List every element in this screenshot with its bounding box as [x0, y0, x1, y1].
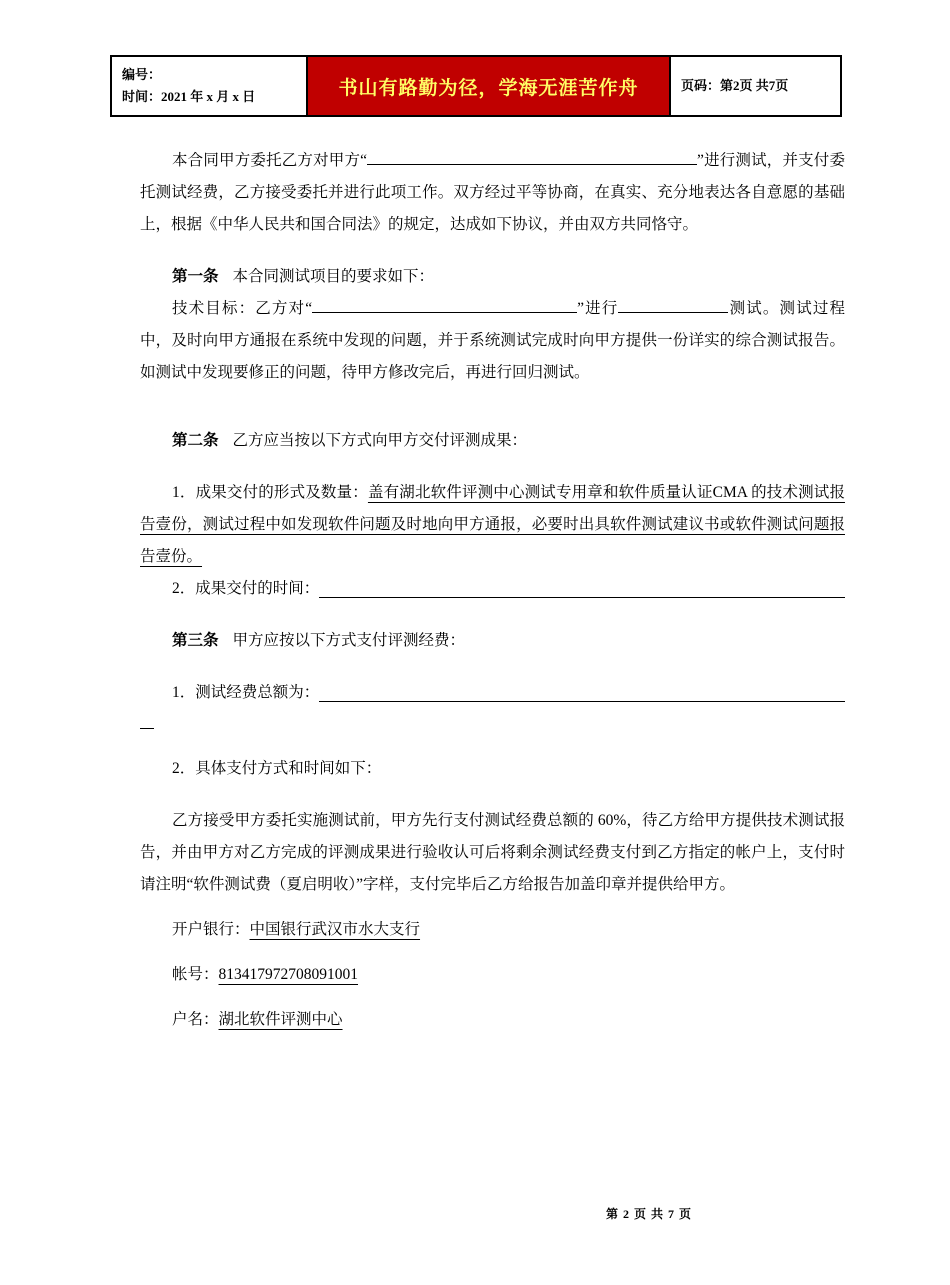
intro-paragraph [140, 145, 845, 241]
article3-item2 [140, 753, 845, 785]
account-number-value: 813417972708091001 [218, 966, 359, 983]
doc-number-label: 编号： [122, 67, 162, 82]
article3-title: 甲方应按以下方式支付评测经费： [232, 632, 466, 649]
account-number-line [140, 959, 845, 991]
article2-item2 [140, 573, 845, 605]
bank-name-line [140, 914, 845, 946]
article3-label: 第三条 [172, 632, 219, 649]
account-holder-value: 湖北软件评测中心 [218, 1011, 343, 1028]
account-holder-label: 户名： [172, 1011, 219, 1028]
article3-item1-continuation [140, 709, 845, 741]
blank-line [312, 298, 577, 313]
page-value: 第2页 共7页 [720, 78, 789, 93]
article2-item1-underlined-text: 盖有湖北软件评测中心测试专用章和软件质量认证CMA 的技术测试报告壹份，测试过程中如发现软件问题及时地向甲方通报，必要时出具软件测试建议书或软件测试问题报告壹份。 [140, 484, 845, 565]
blank-line [140, 714, 154, 729]
intro-text-1: 本合同甲方委托乙方对甲方“ [172, 152, 368, 169]
article1-label: 第一条 [172, 268, 219, 285]
article2-item1 [140, 477, 845, 573]
header-row [111, 56, 841, 116]
blank-line [618, 298, 728, 313]
article1-heading [140, 261, 845, 293]
article2-heading [140, 425, 845, 457]
banner-motto: 书山有路勤为径，学海无涯苦作舟 [338, 77, 639, 99]
article3-item2-text: 2．具体支付方式和时间如下： [172, 760, 382, 777]
article3-item1-prefix: 1．测试经费总额为： [172, 684, 320, 701]
blank-line [319, 701, 845, 702]
account-holder-line [140, 1004, 845, 1036]
doc-date-line: 时间：2021 年 x 月 x 日 [122, 89, 256, 104]
blank-line [367, 150, 697, 165]
article1-tech-paragraph [140, 293, 845, 389]
contract-body [0, 117, 950, 1036]
tech-text-2: ”进行 [577, 300, 619, 317]
document-page [0, 55, 950, 1221]
header-table [110, 55, 842, 117]
bank-name-label: 开户银行： [172, 921, 250, 938]
header-meta-cell [111, 56, 307, 116]
article2-label: 第二条 [172, 432, 219, 449]
article2-item1-prefix: 1．成果交付的形式及数量： [172, 484, 368, 501]
page-label: 页码： [681, 78, 721, 93]
article3-heading [140, 625, 845, 657]
header-banner [307, 56, 670, 116]
tech-text-1: 技术目标：乙方对“ [172, 300, 313, 317]
tech-text-3: 测试。测试过程中，及时向甲方通报在系统中发现的问题，并于系统测试完成时向甲方提供一份详实的综合测试报告。如测试中发现要修正的问题，待甲方修改完后，再进行回归测试。 [140, 300, 845, 381]
article2-item2-prefix: 2．成果交付的时间： [172, 580, 320, 597]
article1-title: 本合同测试项目的要求如下： [232, 268, 435, 285]
payment-text: 乙方接受甲方委托实施测试前，甲方先行支付测试经费总额的 60%，待乙方给甲方提供技术测试报告，并由甲方对乙方完成的评测成果进行验收认可后将剩余测试经费支付到乙方指定的帐户上，支付时请注明“软件测试费（夏启明收）”字样，支付完毕后乙方给报告加盖印章并提供给甲方。 [140, 812, 845, 893]
page-footer: 第 2 页 共 7 页 [606, 1207, 693, 1221]
blank-line [319, 597, 845, 598]
account-number-label: 帐号： [172, 966, 219, 983]
article3-item1 [140, 677, 845, 709]
bank-name-value: 中国银行武汉市水大支行 [249, 921, 421, 938]
header-page-cell [670, 56, 841, 116]
article2-title: 乙方应当按以下方式向甲方交付评测成果： [232, 432, 528, 449]
payment-paragraph [140, 805, 845, 901]
intro-text-2: ”进行测试，并支付委托测试经费，乙方接受委托并进行此项工作。双方经过平等协商，在真实、充分地表达各自意愿的基础上，根据《中华人民共和国合同法》的规定，达成如下协议，并由双方共同恪守。 [140, 152, 845, 233]
